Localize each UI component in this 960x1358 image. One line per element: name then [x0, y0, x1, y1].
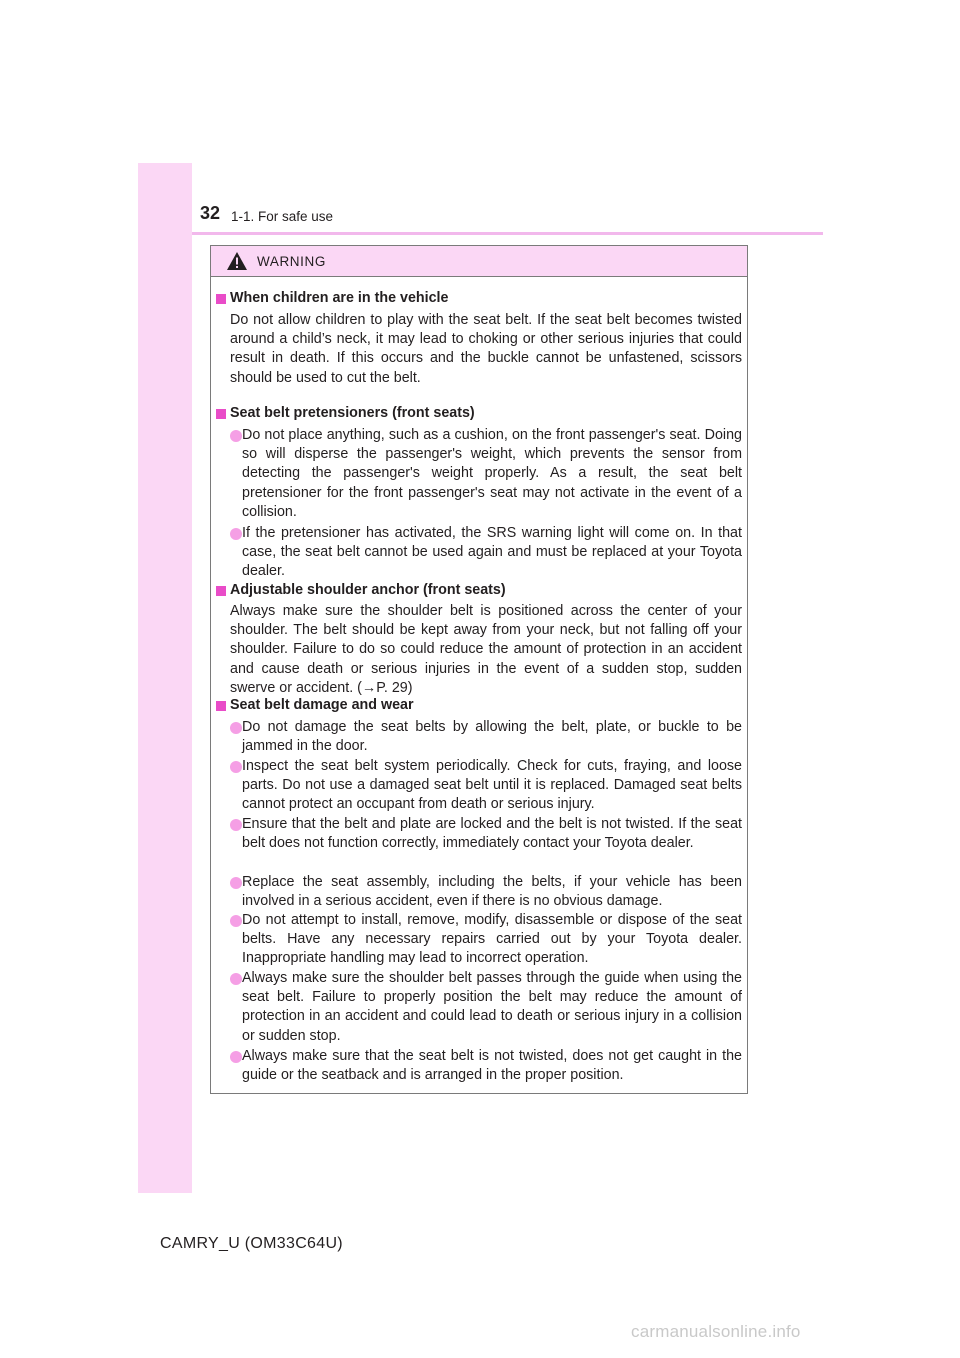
heading-square-icon: [216, 701, 226, 711]
side-tab-band: [138, 163, 192, 1193]
bullet-pretensioner-1: Do not place anything, such as a cushion, on the front passenger's seat. Doing so will disperse the passenger's weight, which prevents the sensor from detecting the passenger's weight properly. As a result, the seat belt pretensioner for the front passenger's seat may not activate in the event of a collision.: [242, 427, 742, 520]
footer-model-code: CAMRY_U (OM33C64U): [160, 1235, 343, 1252]
heading-children: When children are in the vehicle: [230, 290, 449, 306]
bullet-dot-icon: [230, 722, 242, 734]
bullet-damage-7: Always make sure that the seat belt is not twisted, does not get caught in the guide or the seatback and is arranged in the proper position.: [242, 1048, 742, 1084]
page-number: 32: [200, 203, 221, 223]
section-title: 1-1. For safe use: [231, 209, 334, 224]
bullet-dot-icon: [230, 819, 242, 831]
warning-body: [211, 277, 747, 1093]
warning-title: WARNING: [257, 253, 326, 269]
heading-damage-wear: Seat belt damage and wear: [230, 697, 414, 713]
bullet-damage-6: Always make sure the shoulder belt passes through the guide when using the seat belt. Failure to properly position the belt may reduce the amount of protection in an accident and could lead to death or serious injury in a collision or sudden stop.: [242, 970, 742, 1044]
heading-square-icon: [216, 294, 226, 304]
watermark: carmanualsonline.info: [631, 1322, 801, 1341]
heading-square-icon: [216, 586, 226, 596]
paragraph-shoulder-anchor: Always make sure the shoulder belt is positioned across the center of your shoulder. The belt should be kept away from your neck, but not falling off your shoulder. Failure to do so could reduce the amount of protection in an accident and cause death or serious injuries in the event of a sudden stop, sudden swerve or accident. (→P. 29): [230, 603, 742, 696]
bullet-damage-4: Replace the seat assembly, including the belts, if your vehicle has been involved in a serious accident, even if there is no obvious damage.: [242, 874, 742, 910]
bullet-damage-5: Do not attempt to install, remove, modify, disassemble or dispose of the seat belts. Have any necessary repairs carried out by your Toyota dealer. Inappropriate handling may lead to incorrect operation.: [242, 912, 742, 967]
bullet-pretensioner-2: If the pretensioner has activated, the SRS warning light will come on. In that case, the seat belt cannot be used again and must be replaced at your Toyota dealer.: [242, 525, 742, 580]
bullet-dot-icon: [230, 528, 242, 540]
bullet-dot-icon: [230, 1051, 242, 1063]
warning-box: [210, 245, 748, 1094]
bullet-dot-icon: [230, 761, 242, 773]
bullet-damage-3: Ensure that the belt and plate are locked and the belt is not twisted. If the seat belt does not function correctly, immediately contact your Toyota dealer.: [242, 816, 742, 852]
bullet-damage-1: Do not damage the seat belts by allowing the belt, plate, or buckle to be jammed in the door.: [242, 719, 742, 755]
paragraph-children: Do not allow children to play with the seat belt. If the seat belt becomes twisted around a child’s neck, it may lead to choking or other serious injuries that could result in death. If this occurs and the buckle cannot be unfastened, scissors should be used to cut the belt.: [230, 312, 742, 386]
warning-header: [211, 246, 747, 277]
warning-triangle-icon: [226, 251, 248, 271]
bullet-dot-icon: [230, 877, 242, 889]
bullet-dot-icon: [230, 915, 242, 927]
heading-shoulder-anchor: Adjustable shoulder anchor (front seats): [230, 582, 506, 598]
bullet-dot-icon: [230, 430, 242, 442]
heading-square-icon: [216, 409, 226, 419]
heading-pretensioners: Seat belt pretensioners (front seats): [230, 405, 475, 421]
header-rule: [192, 232, 823, 235]
bullet-damage-2: Inspect the seat belt system periodically. Check for cuts, fraying, and loose parts. Do not use a damaged seat belt until it is replaced. Damaged seat belts cannot protect an occupant from death or serious injury.: [242, 758, 742, 813]
bullet-dot-icon: [230, 973, 242, 985]
